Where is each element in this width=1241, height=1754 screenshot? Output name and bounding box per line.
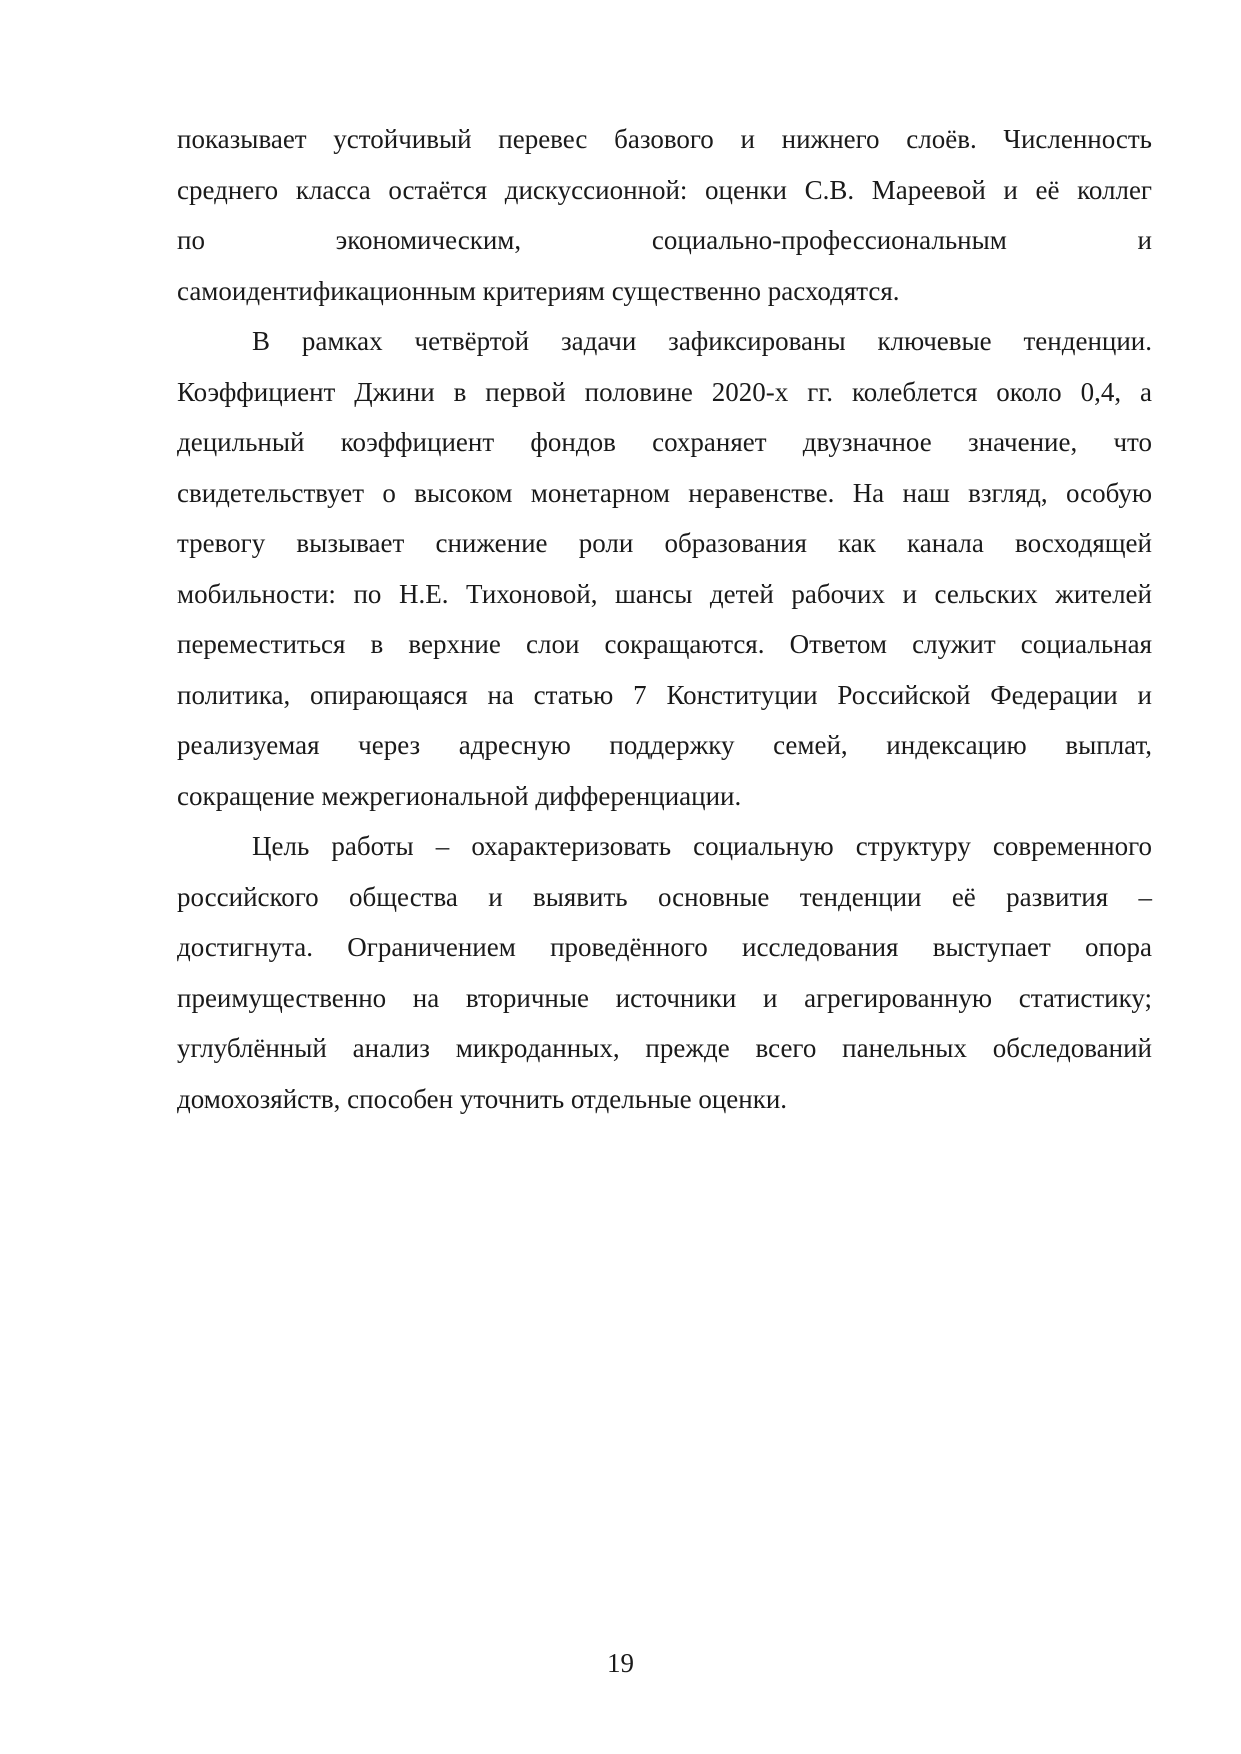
paragraph-line: достигнута. Ограничением проведённого исследования выступает опора — [177, 932, 1152, 962]
paragraph-line: политика, опирающаяся на статью 7 Конституции Российской Федерации и — [177, 679, 1152, 710]
paragraph-line: российского общества и выявить основные тенденции её развития – — [177, 881, 1152, 912]
paragraph-line: Цель работы – охарактеризовать социальную структуру современного — [252, 831, 1152, 861]
paragraph-3 — [177, 821, 1152, 1124]
paragraph-line: тревогу вызывает снижение роли образования как канала восходящей — [177, 528, 1152, 558]
paragraph-2 — [177, 316, 1152, 821]
body-text — [177, 114, 1152, 1124]
paragraph-line: свидетельствует о высоком монетарном неравенстве. На наш взгляд, особую — [177, 477, 1152, 508]
paragraph-line: сокращение межрегиональной дифференциации. — [177, 780, 742, 811]
paragraph-line: среднего класса остаётся дискуссионной: оценки С.В. Мареевой и её коллег — [177, 174, 1152, 205]
page-number: 19 — [607, 1648, 634, 1678]
paragraph-line: по экономическим, социально-профессиональным и — [177, 225, 1152, 255]
paragraph-line: самоидентификационным критериям существенно расходятся. — [177, 275, 900, 306]
paragraph-line: показывает устойчивый перевес базового и нижнего слоёв. Численность — [177, 124, 1152, 154]
paragraph-line: мобильности: по Н.Е. Тихоновой, шансы детей рабочих и сельских жителей — [177, 578, 1152, 609]
paragraph-line: углублённый анализ микроданных, прежде всего панельных обследований — [177, 1033, 1152, 1063]
paragraph-line: преимущественно на вторичные источники и агрегированную статистику; — [177, 982, 1152, 1013]
paragraph-line: домохозяйств, способен уточнить отдельные оценки. — [177, 1083, 788, 1114]
paragraph-line: В рамках четвёртой задачи зафиксированы ключевые тенденции. — [252, 326, 1152, 356]
paragraph-line: децильный коэффициент фондов сохраняет двузначное значение, что — [177, 427, 1152, 457]
paragraph-1 — [177, 114, 1152, 316]
paragraph-line: переместиться в верхние слои сокращаются. Ответом служит социальная — [177, 629, 1152, 659]
paragraph-line: Коэффициент Джини в первой половине 2020-х гг. колеблется около 0,4, а — [177, 376, 1152, 407]
paragraph-line: реализуемая через адресную поддержку семей, индексацию выплат, — [177, 730, 1152, 760]
